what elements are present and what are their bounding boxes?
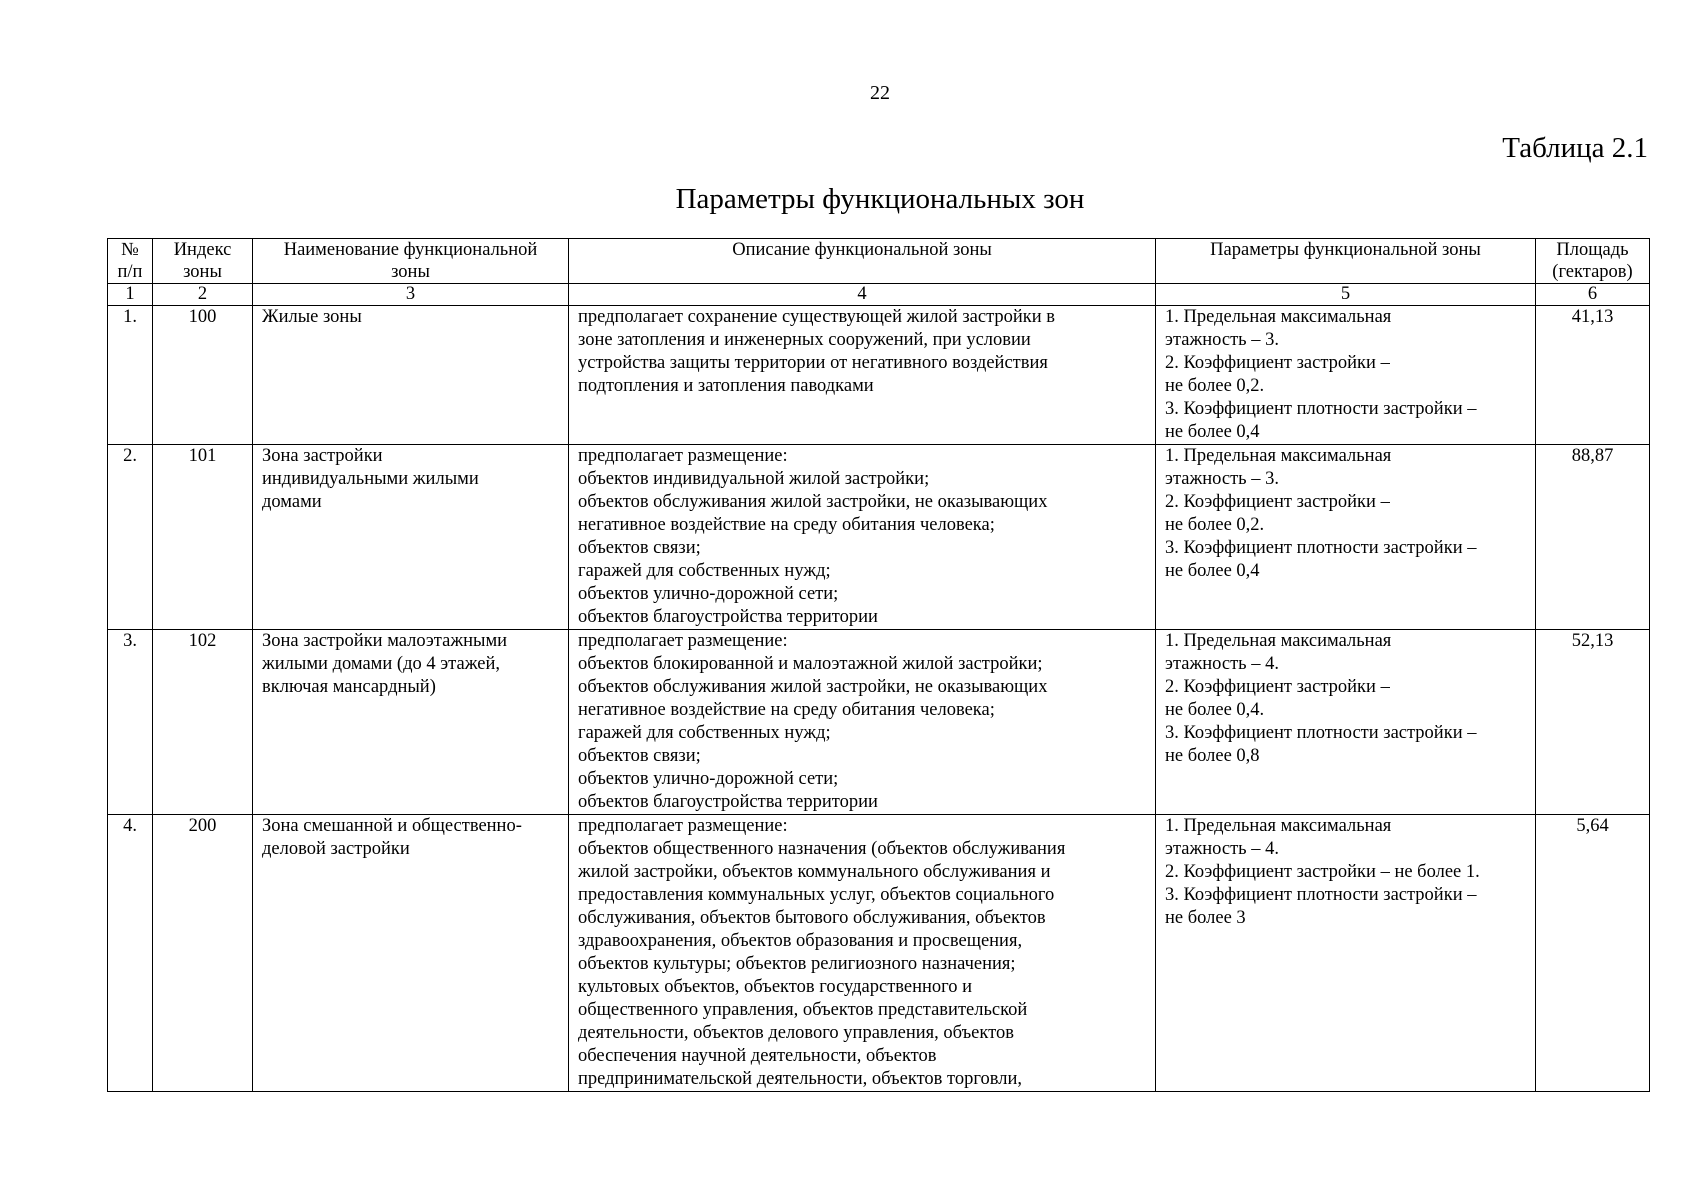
- cell-line: подтопления и затопления паводками: [578, 376, 874, 396]
- cell-line: 2. Коэффициент застройки – не более 1.: [1165, 862, 1480, 882]
- cell-line: объектов культуры; объектов религиозного назначения;: [578, 954, 1016, 974]
- cell-line: предпринимательской деятельности, объектов торговли,: [578, 1069, 1022, 1089]
- cell-line: Зона смешанной и общественно-: [262, 816, 522, 836]
- cell-line: негативное воздействие на среду обитания человека;: [578, 515, 995, 535]
- cell-line: объектов улично-дорожной сети;: [578, 584, 839, 604]
- cell-line: негативное воздействие на среду обитания человека;: [578, 700, 995, 720]
- table-header-row: [108, 239, 1650, 284]
- cell-line: 2. Коэффициент застройки –: [1165, 492, 1390, 512]
- cell-line: 2. Коэффициент застройки –: [1165, 353, 1390, 373]
- cell-line: предполагает сохранение существующей жилой застройки в: [578, 307, 1056, 327]
- cell-line: объектов связи;: [578, 746, 701, 766]
- header-area: Площадь (гектаров): [1536, 239, 1650, 284]
- cell-line: 1. Предельная максимальная: [1165, 631, 1392, 651]
- column-number: 5: [1156, 284, 1536, 306]
- cell-line: Жилые зоны: [262, 307, 362, 327]
- cell-line: Зона застройки: [262, 446, 383, 466]
- cell-line: объектов связи;: [578, 538, 701, 558]
- zone-index-cell: 200: [153, 815, 253, 1092]
- column-number: 6: [1536, 284, 1650, 306]
- zone-description-cell: [569, 630, 1156, 815]
- cell-line: домами: [262, 492, 322, 512]
- cell-line: не более 3: [1165, 908, 1246, 928]
- column-number: 3: [253, 284, 569, 306]
- row-number-cell: 3.: [108, 630, 153, 815]
- column-number-row: [108, 284, 1650, 306]
- zones-table-body: [108, 306, 1650, 1092]
- zones-table: [107, 238, 1650, 1092]
- table-title: Параметры функциональных зон: [675, 183, 1085, 215]
- cell-line: этажность – 3.: [1165, 330, 1279, 350]
- column-number: 2: [153, 284, 253, 306]
- cell-line: объектов благоустройства территории: [578, 792, 878, 812]
- cell-line: деятельности, объектов делового управления, объектов: [578, 1023, 1014, 1043]
- cell-line: включая мансардный): [262, 677, 436, 697]
- cell-line: объектов обслуживания жилой застройки, не оказывающих: [578, 492, 1048, 512]
- cell-line: 3. Коэффициент плотности застройки –: [1165, 399, 1477, 419]
- cell-line: обеспечения научной деятельности, объектов: [578, 1046, 937, 1066]
- row-number-cell: 2.: [108, 445, 153, 630]
- header-params: Параметры функциональной зоны: [1156, 239, 1536, 284]
- header-index: Индекс зоны: [153, 239, 253, 284]
- cell-line: гаражей для собственных нужд;: [578, 561, 831, 581]
- column-number: 4: [569, 284, 1156, 306]
- cell-line: этажность – 3.: [1165, 469, 1279, 489]
- zone-name-cell: [253, 445, 569, 630]
- cell-line: не более 0,8: [1165, 746, 1260, 766]
- row-number-cell: 4.: [108, 815, 153, 1092]
- cell-line: 3. Коэффициент плотности застройки –: [1165, 885, 1477, 905]
- header-name: Наименование функциональной зоны: [253, 239, 569, 284]
- table-row: [108, 306, 1650, 445]
- zone-name-cell: [253, 630, 569, 815]
- table-row: [108, 630, 1650, 815]
- cell-line: 1. Предельная максимальная: [1165, 816, 1392, 836]
- cell-line: предполагает размещение:: [578, 631, 788, 651]
- zone-params-cell: [1156, 445, 1536, 630]
- cell-line: этажность – 4.: [1165, 654, 1279, 674]
- header-description: Описание функциональной зоны: [569, 239, 1156, 284]
- zone-name-cell: [253, 306, 569, 445]
- cell-line: жилыми домами (до 4 этажей,: [262, 654, 500, 674]
- cell-line: объектов обслуживания жилой застройки, не оказывающих: [578, 677, 1048, 697]
- column-number: 1: [108, 284, 153, 306]
- cell-line: предполагает размещение:: [578, 816, 788, 836]
- cell-line: не более 0,4: [1165, 422, 1260, 442]
- cell-line: не более 0,2.: [1165, 515, 1265, 535]
- cell-line: объектов индивидуальной жилой застройки;: [578, 469, 930, 489]
- cell-line: устройства защиты территории от негативного воздействия: [578, 353, 1048, 373]
- table-row: [108, 445, 1650, 630]
- zone-name-cell: [253, 815, 569, 1092]
- cell-line: общественного управления, объектов представительской: [578, 1000, 1028, 1020]
- header-num: № п/п: [108, 239, 153, 284]
- zone-area-cell: 88,87: [1536, 445, 1650, 630]
- zone-description-cell: [569, 815, 1156, 1092]
- zone-params-cell: [1156, 630, 1536, 815]
- cell-line: обслуживания, объектов бытового обслуживания, объектов: [578, 908, 1046, 928]
- zone-params-cell: [1156, 815, 1536, 1092]
- zone-index-cell: 102: [153, 630, 253, 815]
- cell-line: 1. Предельная максимальная: [1165, 307, 1392, 327]
- zone-area-cell: 5,64: [1536, 815, 1650, 1092]
- zone-index-cell: 100: [153, 306, 253, 445]
- zone-area-cell: 41,13: [1536, 306, 1650, 445]
- cell-line: 1. Предельная максимальная: [1165, 446, 1392, 466]
- cell-line: 3. Коэффициент плотности застройки –: [1165, 538, 1477, 558]
- cell-line: зоне затопления и инженерных сооружений, при условии: [578, 330, 1031, 350]
- cell-line: предполагает размещение:: [578, 446, 788, 466]
- cell-line: 2. Коэффициент застройки –: [1165, 677, 1390, 697]
- zone-params-cell: [1156, 306, 1536, 445]
- zone-description-cell: [569, 306, 1156, 445]
- cell-line: объектов блокированной и малоэтажной жилой застройки;: [578, 654, 1043, 674]
- cell-line: гаражей для собственных нужд;: [578, 723, 831, 743]
- cell-line: не более 0,4: [1165, 561, 1260, 581]
- cell-line: этажность – 4.: [1165, 839, 1279, 859]
- cell-line: деловой застройки: [262, 839, 410, 859]
- page-number: 22: [870, 82, 890, 104]
- zone-area-cell: 52,13: [1536, 630, 1650, 815]
- cell-line: объектов благоустройства территории: [578, 607, 878, 627]
- cell-line: Зона застройки малоэтажными: [262, 631, 508, 651]
- cell-line: не более 0,4.: [1165, 700, 1265, 720]
- zone-description-cell: [569, 445, 1156, 630]
- table-label: Таблица 2.1: [1502, 132, 1648, 164]
- cell-line: предоставления коммунальных услуг, объектов социального: [578, 885, 1055, 905]
- cell-line: жилой застройки, объектов коммунального обслуживания и: [578, 862, 1051, 882]
- cell-line: здравоохранения, объектов образования и просвещения,: [578, 931, 1023, 951]
- cell-line: объектов улично-дорожной сети;: [578, 769, 839, 789]
- table-row: [108, 815, 1650, 1092]
- cell-line: индивидуальными жилыми: [262, 469, 479, 489]
- zone-index-cell: 101: [153, 445, 253, 630]
- row-number-cell: 1.: [108, 306, 153, 445]
- cell-line: культовых объектов, объектов государственного и: [578, 977, 973, 997]
- cell-line: объектов общественного назначения (объектов обслуживания: [578, 839, 1066, 859]
- cell-line: 3. Коэффициент плотности застройки –: [1165, 723, 1477, 743]
- cell-line: не более 0,2.: [1165, 376, 1265, 396]
